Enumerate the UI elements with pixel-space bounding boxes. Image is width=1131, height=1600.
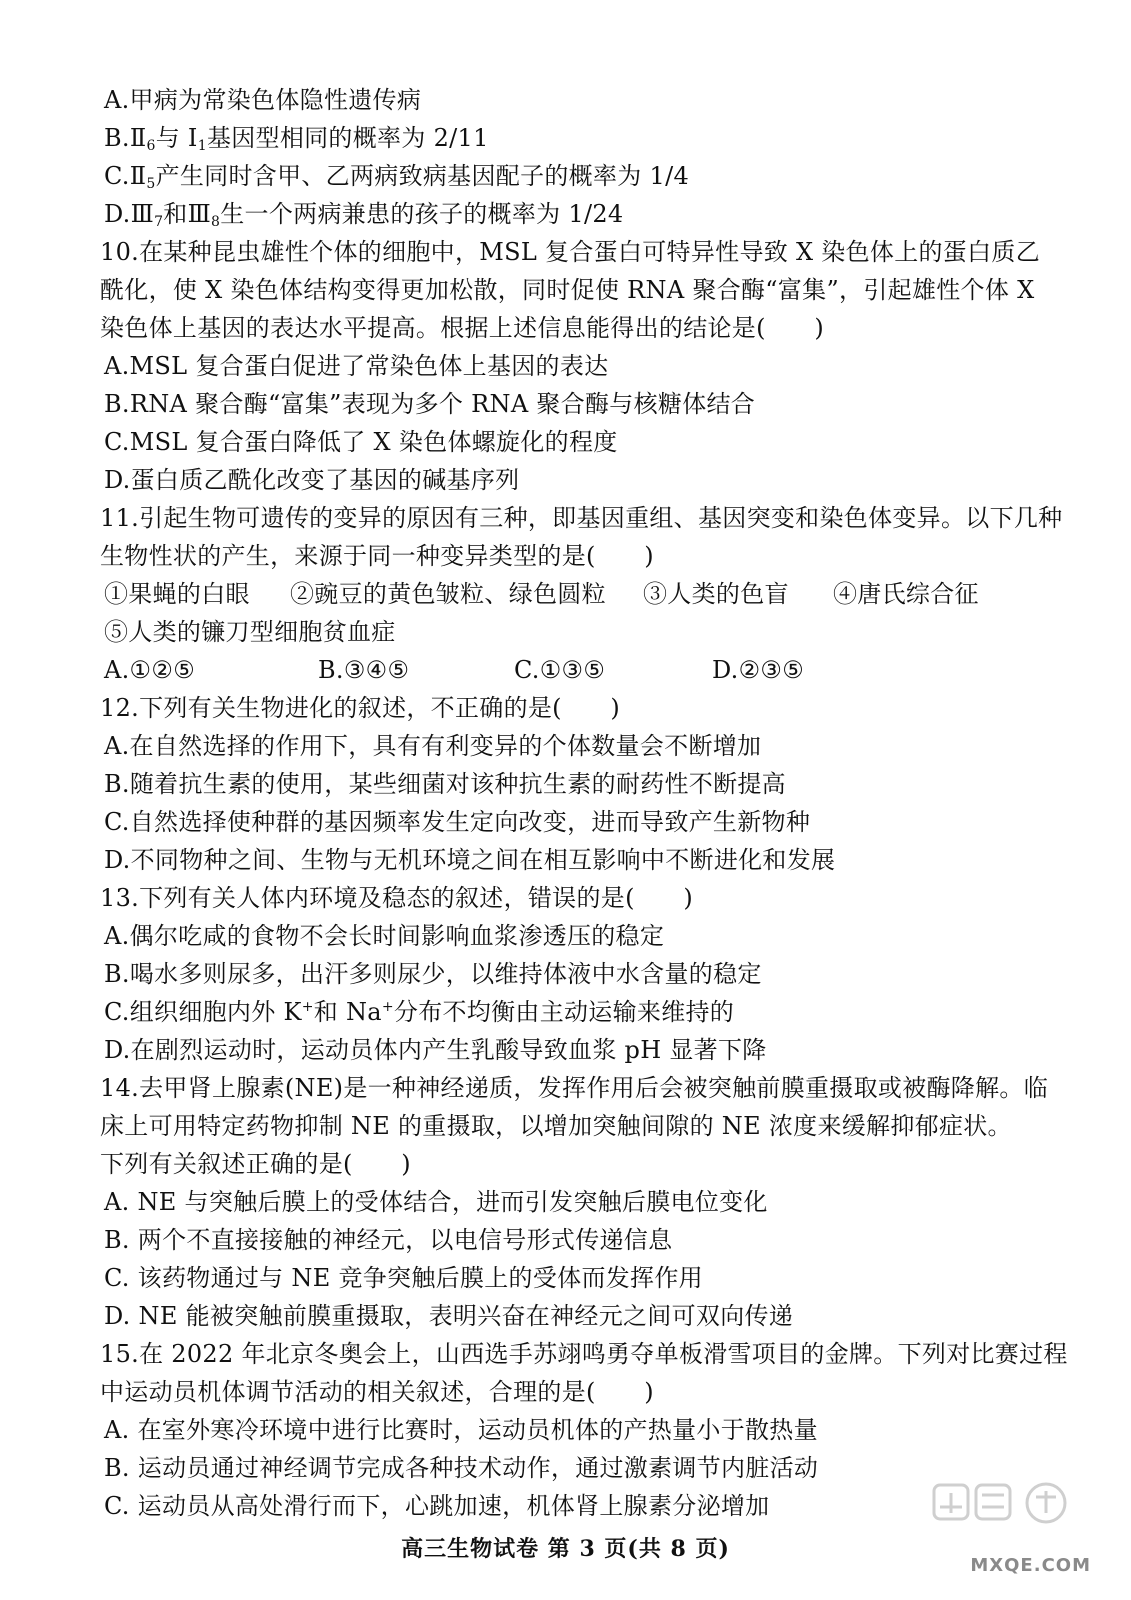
q10-stem-line-3: 染色体上基因的表达水平提高。根据上述信息能得出的结论是( ) — [100, 314, 825, 342]
q9-option-b: $B.Ⅱ_6$与 $I_1$基因型相同的概率为 2/11 — [104, 124, 489, 154]
q12-option-b: B.随着抗生素的使用，某些细菌对该种抗生素的耐药性不断提高 — [104, 770, 786, 798]
q14-option-d: D. NE 能被突触前膜重摄取，表明兴奋在神经元之间可双向传递 — [104, 1302, 794, 1330]
q9-option-d: $D.Ⅲ_7$和$Ⅲ_8$生一个两病兼患的孩子的概率为 1/24 — [104, 200, 624, 230]
q15-option-b: B. 运动员通过神经调节完成各种技术动作，通过激素调节内脏活动 — [104, 1454, 819, 1482]
q14-option-c: C. 该药物通过与 NE 竞争突触后膜上的受体而发挥作用 — [104, 1264, 703, 1292]
q11-stem-line-2: 生物性状的产生，来源于同一种变异类型的是( ) — [100, 542, 654, 570]
watermark-text: MXQE.COM — [970, 1555, 1091, 1576]
q10-option-b: B.RNA 聚合酶“富集”表现为多个 RNA 聚合酶与核糖体结合 — [104, 390, 756, 418]
q13-option-a: A.偶尔吃咸的食物不会长时间影响血浆渗透压的稳定 — [104, 922, 665, 950]
q11-item-3: ③人类的色盲 — [643, 580, 789, 608]
q13-option-d: D.在剧烈运动时，运动员体内产生乳酸导致血浆 pH 显著下降 — [104, 1036, 767, 1064]
q12-option-a: A.在自然选择的作用下，具有有利变异的个体数量会不断增加 — [104, 732, 762, 760]
q13-option-b: B.喝水多则尿多，出汗多则尿少，以维持体液中水含量的稳定 — [104, 960, 762, 988]
q11-stem-line-1: 11.引起生物可遗传的变异的原因有三种，即基因重组、基因突变和染色体变异。以下几种 — [100, 504, 1063, 532]
q15-stem-line-1: 15.在 2022 年北京冬奥会上，山西选手苏翊鸣勇夺单板滑雪项目的金牌。下列对比赛过程 — [100, 1340, 1068, 1368]
q9-option-c: $C.Ⅱ_5$产生同时含甲、乙两病致病基因配子的概率为 1/4 — [104, 162, 690, 192]
q11-option-d: D.②③⑤ — [712, 656, 805, 684]
q10-stem-line-1: 10.在某种昆虫雄性个体的细胞中，MSL 复合蛋白可特异性导致 X 染色体上的蛋白质乙 — [100, 238, 1040, 266]
q10-option-d: D.蛋白质乙酰化改变了基因的碱基序列 — [104, 466, 520, 494]
q14-stem-line-1: 14.去甲肾上腺素(NE)是一种神经递质，发挥作用后会被突触前膜重摄取或被酶降解。临 — [100, 1074, 1049, 1102]
q13-option-c: C.组织细胞内外 K+和 Na+分布不均衡由主动运输来维持的 — [104, 998, 735, 1026]
q15-option-c: C. 运动员从高处滑行而下，心跳加速，机体肾上腺素分泌增加 — [104, 1492, 770, 1520]
q14-stem-line-2: 床上可用特定药物抑制 NE 的重摄取，以增加突触间隙的 NE 浓度来缓解抑郁症状。 — [100, 1112, 1012, 1140]
q14-option-b: B. 两个不直接接触的神经元，以电信号形式传递信息 — [104, 1226, 673, 1254]
q11-option-c: C.①③⑤ — [514, 656, 606, 684]
q12-option-c: C.自然选择使种群的基因频率发生定向改变，进而导致产生新物种 — [104, 808, 811, 836]
q10-option-c: C.MSL 复合蛋白降低了 X 染色体螺旋化的程度 — [104, 428, 618, 456]
q14-option-a: A. NE 与突触后膜上的受体结合，进而引发突触后膜电位变化 — [104, 1188, 768, 1216]
q11-item-2: ②豌豆的黄色皱粒、绿色圆粒 — [290, 580, 606, 608]
q15-option-a: A. 在室外寒冷环境中进行比赛时，运动员机体的产热量小于散热量 — [104, 1416, 818, 1444]
q15-stem-line-2: 中运动员机体调节活动的相关叙述，合理的是( ) — [100, 1378, 654, 1406]
q12-stem: 12.下列有关生物进化的叙述，不正确的是( ) — [100, 694, 621, 722]
q14-stem-line-3: 下列有关叙述正确的是( ) — [100, 1150, 411, 1178]
q10-option-a: A.MSL 复合蛋白促进了常染色体上基因的表达 — [104, 352, 609, 380]
q11-option-a: A.①②⑤ — [104, 656, 196, 684]
q11-item-1: ①果蝇的白眼 — [104, 580, 250, 608]
q11-item-5: ⑤人类的镰刀型细胞贫血症 — [104, 618, 396, 646]
q11-item-4: ④唐氏综合征 — [833, 580, 979, 608]
page-footer: 高三生物试卷 第 3 页(共 8 页) — [401, 1536, 730, 1562]
q11-option-b: B.③④⑤ — [318, 656, 410, 684]
q9-option-a: A.甲病为常染色体隐性遗传病 — [104, 86, 422, 114]
q12-option-d: D.不同物种之间、生物与无机环境之间在相互影响中不断进化和发展 — [104, 846, 836, 874]
q10-stem-line-2: 酰化，使 X 染色体结构变得更加松散，同时促使 RNA 聚合酶“富集”，引起雄性个体 X — [100, 276, 1035, 304]
q13-stem: 13.下列有关人体内环境及稳态的叙述，错误的是( ) — [100, 884, 693, 912]
